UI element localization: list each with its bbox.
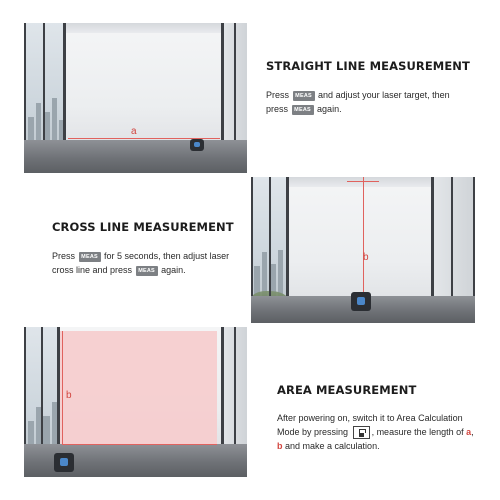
laser-device	[54, 453, 74, 472]
meas-button: MEAS	[136, 266, 158, 276]
area-title: AREA MEASUREMENT	[277, 383, 417, 397]
straight-line-title: STRAIGHT LINE MEASUREMENT	[266, 59, 470, 73]
back-wall	[289, 177, 431, 297]
cross-line-description: Press MEAS for 5 seconds, then adjust laser cross line and press MEAS again.	[52, 251, 230, 275]
back-wall	[66, 23, 221, 141]
laser-line-b	[62, 331, 63, 444]
area-description: After powering on, switch it to Area Calculation Mode by pressing , measure the length of a, b and make a calculation.	[277, 413, 474, 452]
laser-label-a: a	[131, 126, 137, 137]
laser-line-a	[62, 444, 217, 445]
laser-line-b	[363, 177, 364, 299]
measured-area	[60, 331, 217, 444]
laser-label-b: b	[66, 390, 72, 401]
meas-button: MEAS	[292, 105, 314, 115]
straight-line-scene	[24, 23, 247, 173]
laser-device	[351, 292, 371, 311]
cross-line-scene	[251, 177, 475, 323]
area-scene	[24, 327, 247, 477]
laser-label-b: b	[363, 252, 369, 263]
cross-line-title: CROSS LINE MEASUREMENT	[52, 220, 234, 234]
straight-line-description: Press MEAS and adjust your laser target, then press MEAS again.	[266, 90, 450, 114]
meas-button: MEAS	[293, 91, 315, 101]
area-mode-icon	[353, 426, 370, 439]
meas-button: MEAS	[79, 252, 101, 262]
laser-device	[190, 139, 204, 151]
